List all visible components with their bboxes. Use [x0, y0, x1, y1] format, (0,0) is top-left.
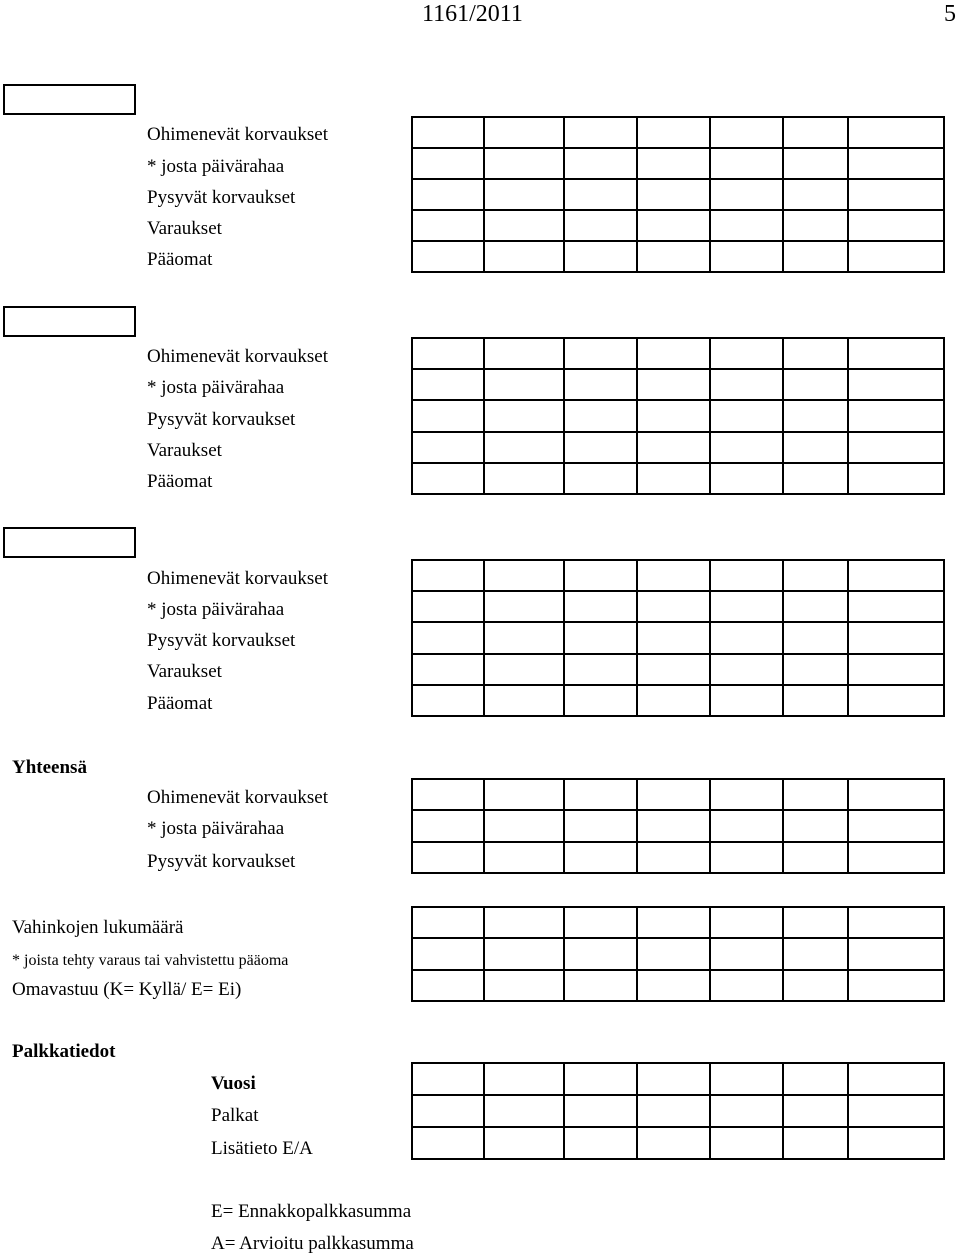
entry-cell[interactable]	[784, 211, 850, 242]
entry-cell[interactable]	[849, 339, 945, 370]
entry-cell[interactable]	[565, 1096, 638, 1128]
entry-cell[interactable]	[784, 811, 850, 842]
row-label: Varaukset	[147, 218, 222, 239]
row-label: Varaukset	[147, 661, 222, 682]
row-label: * joista tehty varaus tai vahvistettu pääoma	[12, 952, 289, 969]
data-entry-grid	[411, 559, 945, 717]
entry-cell[interactable]	[784, 370, 850, 401]
entry-cell[interactable]	[565, 211, 638, 242]
entry-cell[interactable]	[784, 1096, 850, 1128]
entry-cell[interactable]	[711, 592, 784, 623]
row-label: Pysyvät korvaukset	[147, 630, 296, 651]
entry-cell[interactable]	[638, 843, 711, 874]
row-label: Ohimenevät korvaukset	[147, 787, 328, 808]
entry-cell[interactable]	[565, 939, 638, 970]
entry-cell[interactable]	[638, 561, 711, 592]
entry-cell[interactable]	[485, 655, 566, 686]
entry-cell[interactable]	[711, 211, 784, 242]
row-label: * josta päivärahaa	[147, 156, 285, 177]
entry-cell[interactable]	[849, 118, 945, 149]
entry-cell[interactable]	[849, 149, 945, 180]
entry-cell[interactable]	[638, 686, 711, 717]
row-label: * josta päivärahaa	[147, 377, 285, 398]
entry-cell[interactable]	[565, 843, 638, 874]
entry-cell[interactable]	[485, 811, 566, 842]
salary-title: Palkkatiedot	[12, 1041, 116, 1062]
entry-cell[interactable]	[784, 464, 850, 495]
entry-cell[interactable]	[638, 939, 711, 970]
entry-cell[interactable]	[711, 118, 784, 149]
entry-cell[interactable]	[413, 1064, 485, 1096]
entry-cell[interactable]	[565, 180, 638, 211]
entry-cell[interactable]	[638, 1064, 711, 1096]
entry-cell[interactable]	[849, 242, 945, 273]
entry-cell[interactable]	[849, 1064, 945, 1096]
entry-cell[interactable]	[413, 686, 485, 717]
entry-cell[interactable]	[638, 655, 711, 686]
entry-cell[interactable]	[638, 211, 711, 242]
entry-cell[interactable]	[485, 939, 566, 970]
entry-cell[interactable]	[413, 401, 485, 432]
entry-cell[interactable]	[413, 780, 485, 811]
entry-cell[interactable]	[711, 939, 784, 970]
entry-cell[interactable]	[849, 686, 945, 717]
entry-cell[interactable]	[638, 149, 711, 180]
entry-cell[interactable]	[413, 843, 485, 874]
entry-cell[interactable]	[565, 464, 638, 495]
entry-cell[interactable]	[784, 118, 850, 149]
entry-cell[interactable]	[485, 1128, 566, 1160]
entry-cell[interactable]	[485, 242, 566, 273]
entry-cell[interactable]	[784, 242, 850, 273]
entry-cell[interactable]	[784, 908, 850, 939]
entry-cell[interactable]	[784, 592, 850, 623]
entry-cell[interactable]	[485, 686, 566, 717]
entry-cell[interactable]	[485, 843, 566, 874]
entry-cell[interactable]	[784, 401, 850, 432]
entry-cell[interactable]	[413, 433, 485, 464]
entry-cell[interactable]	[849, 211, 945, 242]
row-label: Pääomat	[147, 249, 213, 270]
entry-cell[interactable]	[413, 561, 485, 592]
entry-cell[interactable]	[413, 118, 485, 149]
entry-cell[interactable]	[849, 655, 945, 686]
entry-cell[interactable]	[638, 623, 711, 654]
entry-cell[interactable]	[784, 149, 850, 180]
entry-cell[interactable]	[711, 971, 784, 1002]
entry-cell[interactable]	[849, 433, 945, 464]
entry-cell[interactable]	[638, 433, 711, 464]
document-number: 1161/2011	[422, 1, 523, 27]
entry-cell[interactable]	[638, 370, 711, 401]
entry-cell[interactable]	[485, 433, 566, 464]
entry-cell[interactable]	[711, 1128, 784, 1160]
row-label: Pääomat	[147, 693, 213, 714]
entry-cell[interactable]	[413, 939, 485, 970]
row-label: Pysyvät korvaukset	[147, 851, 296, 872]
entry-cell[interactable]	[413, 908, 485, 939]
entry-cell[interactable]	[485, 908, 566, 939]
entry-cell[interactable]	[638, 180, 711, 211]
entry-cell[interactable]	[784, 655, 850, 686]
entry-cell[interactable]	[849, 180, 945, 211]
entry-cell[interactable]	[784, 780, 850, 811]
totals-title: Yhteensä	[12, 757, 87, 778]
entry-cell[interactable]	[485, 180, 566, 211]
entry-cell[interactable]	[565, 370, 638, 401]
entry-cell[interactable]	[565, 971, 638, 1002]
entry-cell[interactable]	[711, 843, 784, 874]
section-code-field-1[interactable]	[3, 84, 136, 115]
entry-cell[interactable]	[413, 339, 485, 370]
entry-cell[interactable]	[485, 464, 566, 495]
entry-cell[interactable]	[413, 370, 485, 401]
entry-cell[interactable]	[565, 433, 638, 464]
entry-cell[interactable]	[485, 370, 566, 401]
row-label: Omavastuu (K= Kyllä/ E= Ei)	[12, 979, 242, 1000]
entry-cell[interactable]	[849, 939, 945, 970]
section-code-field-3[interactable]	[3, 527, 136, 558]
entry-cell[interactable]	[485, 149, 566, 180]
entry-cell[interactable]	[638, 339, 711, 370]
row-label: Ohimenevät korvaukset	[147, 568, 328, 589]
entry-cell[interactable]	[784, 623, 850, 654]
entry-cell[interactable]	[711, 908, 784, 939]
entry-cell[interactable]	[413, 1128, 485, 1160]
entry-cell[interactable]	[565, 1128, 638, 1160]
entry-cell[interactable]	[638, 811, 711, 842]
entry-cell[interactable]	[711, 242, 784, 273]
row-label: Varaukset	[147, 440, 222, 461]
entry-cell[interactable]	[711, 339, 784, 370]
entry-cell[interactable]	[711, 1096, 784, 1128]
entry-cell[interactable]	[413, 1096, 485, 1128]
entry-cell[interactable]	[413, 242, 485, 273]
entry-cell[interactable]	[638, 780, 711, 811]
entry-cell[interactable]	[413, 655, 485, 686]
entry-cell[interactable]	[638, 971, 711, 1002]
row-label: Ohimenevät korvaukset	[147, 124, 328, 145]
section-code-field-2[interactable]	[3, 306, 136, 337]
entry-cell[interactable]	[485, 1064, 566, 1096]
entry-cell[interactable]	[413, 811, 485, 842]
entry-cell[interactable]	[565, 780, 638, 811]
entry-cell[interactable]	[485, 401, 566, 432]
entry-cell[interactable]	[485, 118, 566, 149]
entry-cell[interactable]	[849, 811, 945, 842]
entry-cell[interactable]	[485, 971, 566, 1002]
data-entry-grid	[411, 116, 945, 273]
entry-cell[interactable]	[413, 623, 485, 654]
entry-cell[interactable]	[849, 370, 945, 401]
entry-cell[interactable]	[711, 561, 784, 592]
entry-cell[interactable]	[849, 1096, 945, 1128]
entry-cell[interactable]	[784, 939, 850, 970]
entry-cell[interactable]	[711, 180, 784, 211]
entry-cell[interactable]	[849, 780, 945, 811]
entry-cell[interactable]	[849, 401, 945, 432]
row-label: Vahinkojen lukumäärä	[12, 917, 184, 938]
entry-cell[interactable]	[485, 339, 566, 370]
entry-cell[interactable]	[485, 623, 566, 654]
entry-cell[interactable]	[638, 464, 711, 495]
entry-cell[interactable]	[638, 118, 711, 149]
entry-cell[interactable]	[565, 242, 638, 273]
entry-cell[interactable]	[711, 686, 784, 717]
entry-cell[interactable]	[565, 118, 638, 149]
entry-cell[interactable]	[784, 1128, 850, 1160]
row-label: * josta päivärahaa	[147, 599, 285, 620]
entry-cell[interactable]	[849, 1128, 945, 1160]
entry-cell[interactable]	[784, 180, 850, 211]
entry-cell[interactable]	[711, 370, 784, 401]
entry-cell[interactable]	[711, 811, 784, 842]
entry-cell[interactable]	[638, 401, 711, 432]
entry-cell[interactable]	[638, 908, 711, 939]
entry-cell[interactable]	[565, 623, 638, 654]
entry-cell[interactable]	[711, 780, 784, 811]
entry-cell[interactable]	[565, 655, 638, 686]
entry-cell[interactable]	[413, 149, 485, 180]
data-entry-grid	[411, 337, 945, 495]
entry-cell[interactable]	[565, 401, 638, 432]
entry-cell[interactable]	[565, 592, 638, 623]
entry-cell[interactable]	[413, 971, 485, 1002]
data-entry-grid	[411, 1062, 945, 1160]
entry-cell[interactable]	[784, 339, 850, 370]
row-label: Pääomat	[147, 471, 213, 492]
entry-cell[interactable]	[565, 339, 638, 370]
legend-line: A= Arvioitu palkkasumma	[211, 1233, 414, 1254]
entry-cell[interactable]	[565, 561, 638, 592]
entry-cell[interactable]	[413, 464, 485, 495]
data-entry-grid	[411, 906, 945, 1002]
legend-line: E= Ennakkopalkkasumma	[211, 1201, 412, 1222]
entry-cell[interactable]	[784, 433, 850, 464]
entry-cell[interactable]	[849, 561, 945, 592]
entry-cell[interactable]	[711, 464, 784, 495]
entry-cell[interactable]	[849, 908, 945, 939]
entry-cell[interactable]	[413, 592, 485, 623]
entry-cell[interactable]	[638, 1128, 711, 1160]
entry-cell[interactable]	[711, 433, 784, 464]
entry-cell[interactable]	[638, 242, 711, 273]
row-label: Pysyvät korvaukset	[147, 409, 296, 430]
entry-cell[interactable]	[485, 1096, 566, 1128]
entry-cell[interactable]	[711, 1064, 784, 1096]
row-label: Ohimenevät korvaukset	[147, 346, 328, 367]
entry-cell[interactable]	[784, 686, 850, 717]
entry-cell[interactable]	[413, 211, 485, 242]
entry-cell[interactable]	[638, 1096, 711, 1128]
page-number: 5	[944, 1, 956, 27]
entry-cell[interactable]	[485, 780, 566, 811]
entry-cell[interactable]	[711, 149, 784, 180]
entry-cell[interactable]	[485, 592, 566, 623]
entry-cell[interactable]	[849, 592, 945, 623]
entry-cell[interactable]	[565, 149, 638, 180]
entry-cell[interactable]	[711, 623, 784, 654]
entry-cell[interactable]	[413, 180, 485, 211]
entry-cell[interactable]	[638, 592, 711, 623]
row-label: * josta päivärahaa	[147, 818, 285, 839]
row-label: Pysyvät korvaukset	[147, 187, 296, 208]
entry-cell[interactable]	[565, 686, 638, 717]
row-label: Palkat	[211, 1105, 259, 1126]
row-label: Vuosi	[211, 1073, 256, 1094]
entry-cell[interactable]	[711, 655, 784, 686]
data-entry-grid	[411, 778, 945, 874]
entry-cell[interactable]	[784, 971, 850, 1002]
entry-cell[interactable]	[849, 623, 945, 654]
row-label: Lisätieto E/A	[211, 1138, 313, 1159]
entry-cell[interactable]	[849, 971, 945, 1002]
entry-cell[interactable]	[485, 211, 566, 242]
entry-cell[interactable]	[485, 561, 566, 592]
entry-cell[interactable]	[565, 1064, 638, 1096]
entry-cell[interactable]	[711, 401, 784, 432]
entry-cell[interactable]	[784, 843, 850, 874]
entry-cell[interactable]	[849, 843, 945, 874]
entry-cell[interactable]	[565, 811, 638, 842]
entry-cell[interactable]	[565, 908, 638, 939]
entry-cell[interactable]	[784, 561, 850, 592]
entry-cell[interactable]	[849, 464, 945, 495]
entry-cell[interactable]	[784, 1064, 850, 1096]
